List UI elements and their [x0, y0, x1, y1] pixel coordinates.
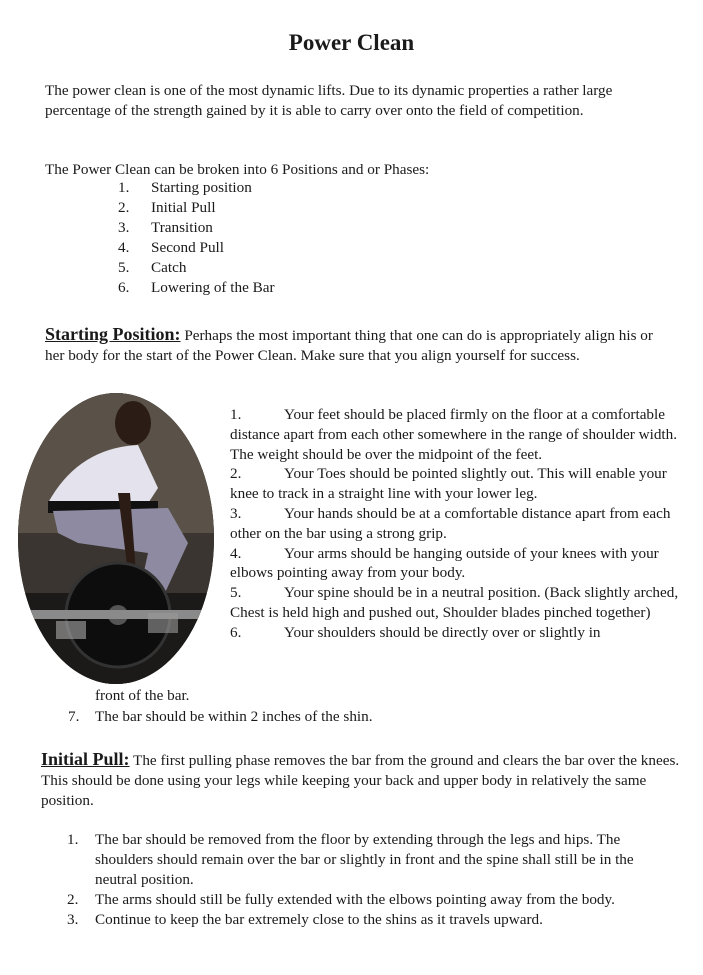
initial-pull-paragraph: Initial Pull: The first pulling phase removes the bar from the ground and clears the bar over the knees. This should be done using your legs while keeping your back and upper body in relatively the same position. — [41, 749, 680, 809]
phases-intro: The Power Clean can be broken into 6 Positions and or Phases: — [45, 161, 430, 178]
initial-pull-heading: Initial Pull: — [41, 749, 130, 769]
list-item: 1. Your feet should be placed firmly on the floor at a comfortable distance apart from each other somewhere in the range of shoulder width. The weight should be over the midpoint of the feet. — [230, 406, 678, 463]
starting-position-steps — [230, 405, 680, 643]
starting-position-photo — [18, 393, 214, 684]
starting-position-paragraph: Starting Position: Perhaps the most important thing that one can do is appropriately align his or her body for the start of the Power Clean. Make sure that you align yourself for success. — [45, 324, 653, 364]
list-item: 7. The bar should be within 2 inches of the shin. — [68, 708, 373, 725]
list-item: 3. Continue to keep the bar extremely close to the shins as it travels upward. — [67, 911, 543, 928]
phase-item: 6. Lowering of the Bar — [118, 279, 275, 296]
list-item: 6. Your shoulders should be directly over or slightly in — [230, 623, 601, 641]
list-item: 5. Your spine should be in a neutral position. (Back slightly arched, Chest is held high and pushed out, Shoulder blades pinched together) — [230, 584, 679, 621]
phase-item: 5. Catch — [118, 259, 187, 276]
phase-item: 1. Starting position — [118, 179, 252, 196]
phase-item: 2. Initial Pull — [118, 199, 216, 216]
list-item: 2. The arms should still be fully extended with the elbows pointing away from the body. — [67, 891, 615, 908]
page-title: Power Clean — [288, 30, 415, 55]
initial-pull-steps — [67, 830, 677, 930]
step6-continuation: front of the bar. — [95, 687, 190, 704]
list-item: 3. Your hands should be at a comfortable distance apart from each other on the bar using a strong grip. — [230, 504, 671, 542]
phase-list — [118, 178, 275, 298]
phase-item: 3. Transition — [118, 219, 213, 236]
list-item: 1. The bar should be removed from the floor by extending through the legs and hips. The shoulders should remain over the bar or slightly in front and the spine shall still be in the neutral position. — [67, 831, 634, 888]
phase-item: 4. Second Pull — [118, 239, 224, 256]
intro-paragraph: The power clean is one of the most dynamic lifts. Due to its dynamic properties a rather large percentage of the strength gained by it is able to carry over onto the field of competition. — [45, 82, 613, 119]
list-item: 2. Your Toes should be pointed slightly out. This will enable your knee to track in a straight line with your lower leg. — [230, 465, 667, 503]
starting-position-heading: Starting Position: — [45, 324, 181, 344]
list-item: 4. Your arms should be hanging outside of your knees with your elbows pointing away from your body. — [230, 544, 659, 582]
